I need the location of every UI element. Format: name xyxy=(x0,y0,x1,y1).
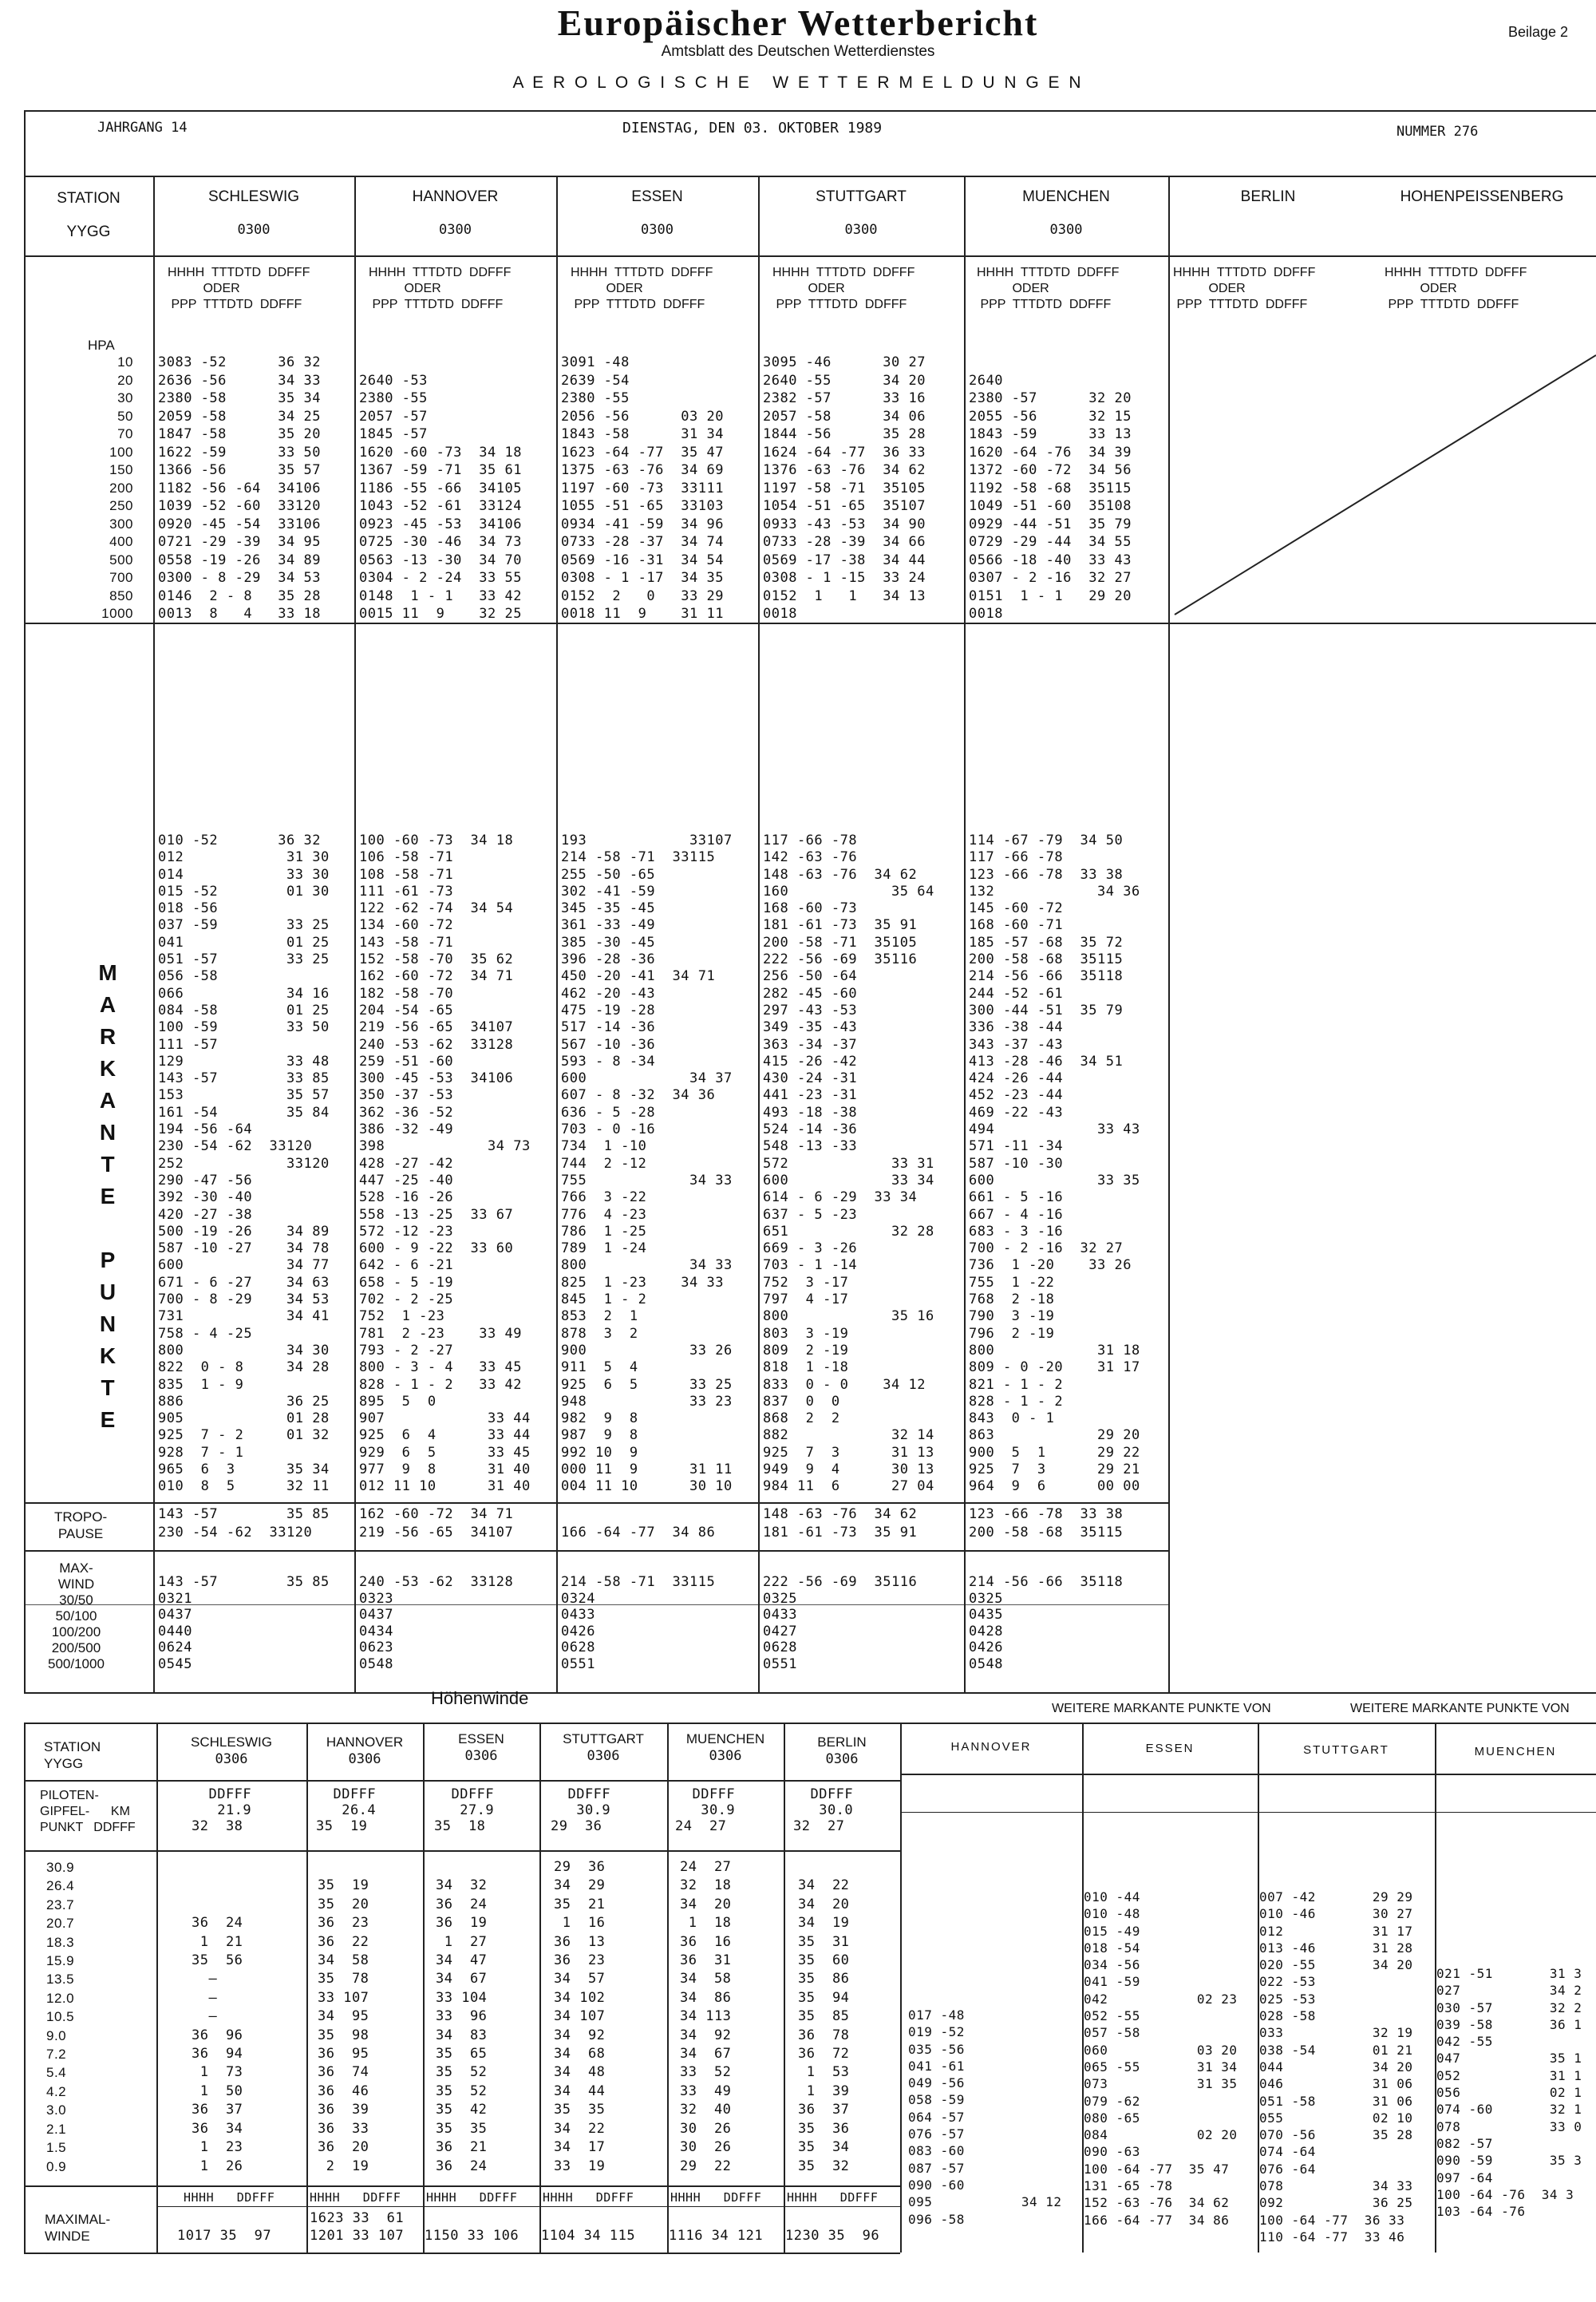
pilot-schleswig: DDFFF 21.9 32 38 xyxy=(192,1786,252,1834)
weitere-station-hannover: HANNOVER xyxy=(950,1740,1032,1754)
t2-maxwind-schleswig: 1017 35 97 xyxy=(177,2228,272,2244)
colhead-berlin: HHHH TTTDTD DDFFF ODER PPP TTTDTD DDFFF xyxy=(1173,266,1316,311)
t2-name-stuttgart: STUTTGART xyxy=(563,1731,644,1746)
t2-name-muenchen: MUENCHEN xyxy=(685,1731,765,1746)
levels-schleswig: 3083 -52 36 32 2636 -56 34 33 2380 -58 35 34 2059 -58 34 25 1847 -58 35 20 1622 -59 33 50 1366 -56 35 57 1182 -56 -64 34106 1039 -52 -60 33120 0920 -45 -54 33106 0721 -29 -39 34 95 0558 -19 -26 34 89 0300 - 8 -29 34 53 0146 2 - 8 35 28 0013 8 4 33 18 xyxy=(158,354,321,622)
table1-col-divider-1 xyxy=(153,176,155,1692)
pilot-hannover: DDFFF 26.4 35 19 xyxy=(316,1786,377,1834)
pilot-label: PILOTEN- GIPFEL- KM PUNKT DDFFF xyxy=(40,1789,136,1834)
t2-name-berlin: BERLIN xyxy=(817,1734,867,1750)
markante-stuttgart: 117 -66 -78 142 -63 -76 148 -63 -76 34 62 160 35 64 168 -60 -73 181 -61 -73 35 91 200 -58 -71 35105 222 -56 -69 35116 256 -50 -64 282 -45 -60 297 -43 -53 349 -35 -43 363 -34 -37 415 -26 -42 430 -24 -31 441 -23 -31 493 -18 -38 524 -14 -36 548 -13 -33 572 33 31 600 33 34 614 - 6 -29 33 34 637 - 5 -23 651 32 28 669 - 3 -26 703 - 1 -14 752 3 -17 797 4 -17 800 35 16 803 3 -19 809 2 -19 818 1 -18 833 0 - 0 34 12 837 0 0 868 2 2 882 32 14 925 7 3 31 13 949 9 4 30 13 984 11 6 27 04 xyxy=(763,833,934,1495)
table2-divider-6 xyxy=(784,1723,785,2253)
table1-markante-rule xyxy=(24,1502,1169,1504)
t2-station-muenchen xyxy=(667,1730,784,1765)
weitere-head-right: WEITERE MARKANTE PUNKTE VON xyxy=(1350,1702,1570,1715)
tropo-schleswig: 143 -57 35 85 230 -54 -62 33120 xyxy=(158,1506,330,1541)
markante-letter: M xyxy=(98,960,117,985)
table2-divider-4 xyxy=(539,1723,541,2253)
table2-divider-7 xyxy=(900,1723,902,2253)
t2-time-muenchen: 0306 xyxy=(709,1748,742,1764)
markante-letter: K xyxy=(99,1343,117,1368)
section-title: A E R O L O G I S C H E W E T T E R M E L D U N G E N xyxy=(512,73,1084,92)
t2-station-berlin xyxy=(784,1734,900,1768)
table2-divider-1 xyxy=(156,1723,158,2253)
t2-time-essen: 0306 xyxy=(464,1748,498,1764)
height-levels: 30.9 26.4 23.7 20.7 18.3 15.9 13.5 12.0 10.5 9.0 7.2 5.4 4.2 3.0 2.1 1.5 0.9 xyxy=(46,1860,75,2174)
table2-divider-5 xyxy=(667,1723,669,2253)
weitere-essen: 010 -44 010 -48 015 -49 018 -54 034 -56 041 -59 042 02 23 052 -55 057 -58 060 03 20 065 -55 31 34 073 31 35 079 -62 080 -65 084 02 20 090 -63 100 -64 -77 35 47 131 -65 -78 152 -63 -76 34 62 166 -64 -77 34 86 xyxy=(1084,1889,1238,2228)
winds-stuttgart: 29 36 34 29 35 21 1 16 36 13 36 23 34 57 34 102 34 107 34 92 34 68 34 48 34 44 35 35 34 22 34 17 33 19 xyxy=(554,1859,606,2174)
weitere-sub-rule xyxy=(900,1812,1596,1813)
colhead-essen: HHHH TTTDTD DDFFF ODER PPP TTTDTD DDFFF xyxy=(571,266,713,311)
markante-letter: A xyxy=(99,992,117,1017)
station-schleswig: SCHLESWIG xyxy=(207,188,300,205)
markante-schleswig: 010 -52 36 32 012 31 30 014 33 30 015 -52 01 30 018 -56 037 -59 33 25 041 01 25 051 -57 33 25 056 -58 066 34 16 084 -58 01 25 100 -59 33 50 111 -57 129 33 48 143 -57 33 85 153 35 57 161 -54 35 84 194 -56 -64 230 -54 -62 33120 252 33120 290 -47 -56 392 -30 -40 420 -27 -38 500 -19 -26 34 89 587 -10 -27 34 78 600 34 77 671 - 6 -27 34 63 700 - 8 -29 34 53 731 34 41 758 - 4 -25 800 34 30 822 0 - 8 34 28 835 1 - 9 886 36 25 905 01 28 925 7 - 2 01 32 928 7 - 1 965 6 3 35 34 010 8 5 32 11 xyxy=(158,833,330,1495)
weitere-muenchen: 021 -51 31 3 027 34 2 030 -57 32 2 039 -58 36 1 042 -55 047 35 1 052 31 1 056 02 1 074 -60 32 1 078 33 0 082 -57 090 -59 35 3 097 -64 100 -64 -76 34 3 103 -64 -76 xyxy=(1436,1966,1582,2220)
t2-name-schleswig: SCHLESWIG xyxy=(190,1734,273,1750)
table1-col-divider-3 xyxy=(556,176,558,1692)
maxwind-head-hannover: HHHH DDFFF xyxy=(310,2190,401,2205)
t2-maxwind-hannover: 1623 33 61 1201 33 107 xyxy=(310,2210,405,2244)
levels-muenchen: 2640 2380 -57 32 20 2055 -56 32 15 1843 -59 33 13 1620 -64 -76 34 39 1372 -60 -72 34 56 1192 -58 -68 35115 1049 -51 -60 35108 0929 -44 -51 35 79 0729 -29 -44 34 55 0566 -18 -40 33 43 0307 - 2 -16 32 27 0151 1 - 1 29 20 0018 xyxy=(969,372,1132,622)
maxwind-schleswig: 143 -57 35 85 0321 0437 0440 0624 0545 xyxy=(158,1574,330,1672)
t2-time-schleswig: 0306 xyxy=(215,1751,248,1767)
station-berlin: BERLIN xyxy=(1240,188,1296,205)
maxwind-muenchen: 214 -56 -66 35118 0325 0435 0428 0426 0548 xyxy=(969,1574,1124,1672)
weitere-hannover: 017 -48 019 -52 035 -56 041 -61 049 -56 058 -59 064 -57 076 -57 083 -60 087 -57 090 -60 095 34 12 096 -58 xyxy=(908,2007,1062,2227)
tropo-essen: 166 -64 -77 34 86 xyxy=(561,1524,716,1541)
tropo-stuttgart: 148 -63 -76 34 62 181 -61 -73 35 91 xyxy=(763,1506,918,1541)
table2-divider-2 xyxy=(306,1723,308,2253)
maxwind-head-berlin: HHHH DDFFF xyxy=(787,2190,879,2205)
winds-berlin: 34 22 34 20 34 19 35 31 35 60 35 86 35 94 35 85 36 78 36 72 1 53 1 39 36 37 35 36 35 34 35 32 xyxy=(798,1877,850,2174)
weitere-station-essen: ESSEN xyxy=(1145,1742,1195,1755)
t2-maxwind-essen: 1150 33 106 xyxy=(425,2228,519,2244)
winds-hannover: 35 19 35 20 36 23 36 22 34 58 35 78 33 107 34 95 35 98 36 95 36 74 36 46 36 39 36 33 36 20 2 19 xyxy=(318,1877,369,2174)
time-hannover: 0300 xyxy=(439,222,472,238)
table1-col-divider-4 xyxy=(758,176,760,1692)
table2-divider-3 xyxy=(423,1723,425,2253)
t2-time-stuttgart: 0306 xyxy=(587,1748,620,1764)
pilot-muenchen: DDFFF 30.9 24 27 xyxy=(675,1786,736,1834)
markante-letter: T xyxy=(101,1375,115,1400)
markante-essen: 193 33107 214 -58 -71 33115 255 -50 -65 302 -41 -59 345 -35 -45 361 -33 -49 385 -30 -45 396 -28 -36 450 -20 -41 34 71 462 -20 -43 475 -19 -28 517 -14 -36 567 -10 -36 593 - 8 -34 600 34 37 607 - 8 -32 34 36 636 - 5 -28 703 - 0 -16 734 1 -10 744 2 -12 755 34 33 766 3 -22 776 4 -23 786 1 -25 789 1 -24 800 34 33 825 1 -23 34 33 845 1 - 2 853 2 1 878 3 2 900 33 26 911 5 4 925 6 5 33 25 948 33 23 982 9 8 987 9 8 992 10 9 000 11 9 31 11 004 11 10 30 10 xyxy=(561,833,733,1495)
t2-name-hannover: HANNOVER xyxy=(326,1734,404,1750)
table1-station-rule xyxy=(24,255,1596,257)
maxwind-essen: 214 -58 -71 33115 0324 0433 0426 0628 0551 xyxy=(561,1574,716,1672)
markante-letter: E xyxy=(100,1184,116,1208)
winds-schleswig: 36 24 1 21 35 56 — — — 36 96 36 94 1 73 1 50 36 37 36 34 1 23 1 26 xyxy=(192,1915,243,2174)
markante-letter: R xyxy=(99,1024,117,1049)
t2-time-hannover: 0306 xyxy=(348,1751,381,1767)
report-title: Europäischer Wetterbericht xyxy=(557,2,1039,43)
station-hannover: HANNOVER xyxy=(412,188,499,205)
colhead-schleswig: HHHH TTTDTD DDFFF ODER PPP TTTDTD DDFFF xyxy=(168,266,310,311)
station-label: STATION xyxy=(57,190,120,207)
winds-essen: 34 32 36 24 36 19 1 27 34 47 34 67 33 104 33 96 34 83 35 65 35 52 35 52 35 42 35 35 36 21 36 24 xyxy=(436,1877,488,2174)
markante-muenchen: 114 -67 -79 34 50 117 -66 -78 123 -66 -78 33 38 132 34 36 145 -60 -72 168 -60 -71 185 -57 -68 35 72 200 -58 -68 35115 214 -56 -66 35118 244 -52 -61 300 -44 -51 35 79 336 -38 -44 343 -37 -43 413 -28 -46 34 51 424 -26 -44 452 -23 -44 469 -22 -43 494 33 43 571 -11 -34 587 -10 -30 600 33 35 661 - 5 -16 667 - 4 -16 683 - 3 -16 700 - 2 -16 32 27 736 1 -20 33 26 755 1 -22 768 2 -18 790 3 -19 796 2 -19 800 31 18 809 - 0 -20 31 17 821 - 1 - 2 828 - 1 - 2 843 0 - 1 863 29 20 900 5 1 29 22 925 7 3 29 21 964 9 6 00 00 xyxy=(969,833,1140,1495)
table1-left-border xyxy=(24,110,26,1692)
maxwind-head-stuttgart: HHHH DDFFF xyxy=(543,2190,634,2205)
table1-col-divider-2 xyxy=(354,176,356,1692)
markante-letter: P xyxy=(100,1248,116,1272)
pilot-stuttgart: DDFFF 30.9 29 36 xyxy=(551,1786,611,1834)
t2-maxwind-muenchen: 1116 34 121 xyxy=(669,2228,764,2244)
t2-station-hannover xyxy=(306,1734,423,1768)
table1-tropo-rule xyxy=(24,1550,1169,1552)
date-label: DIENSTAG, DEN 03. OKTOBER 1989 xyxy=(622,120,883,136)
colhead-stuttgart: HHHH TTTDTD DDFFF ODER PPP TTTDTD DDFFF xyxy=(772,266,915,311)
maxwind-head-rule xyxy=(156,2206,900,2207)
jahrgang-label: JAHRGANG 14 xyxy=(97,120,188,136)
time-stuttgart: 0300 xyxy=(844,222,878,238)
hpa-label: HPA xyxy=(88,338,115,353)
markante-letter: N xyxy=(99,1120,117,1145)
station-hohenpeissenberg: HOHENPEISSENBERG xyxy=(1400,188,1564,205)
levels-hannover: 2640 -53 2380 -55 2057 -57 1845 -57 1620 -60 -73 34 18 1367 -59 -71 35 61 1186 -55 -66 34105 1043 -52 -61 33124 0923 -45 -53 34106 0725 -30 -46 34 73 0563 -13 -30 34 70 0304 - 2 -24 33 55 0148 1 - 1 33 42 0015 11 9 32 25 xyxy=(359,372,522,622)
tropo-muenchen: 123 -66 -78 33 38 200 -58 -68 35115 xyxy=(969,1506,1124,1541)
time-muenchen: 0300 xyxy=(1049,222,1083,238)
weitere-station-muenchen: MUENCHEN xyxy=(1474,1745,1557,1758)
time-essen: 0300 xyxy=(641,222,674,238)
table2-station-label: STATION YYGG xyxy=(44,1739,101,1771)
colhead-hohenpeissenberg: HHHH TTTDTD DDFFF ODER PPP TTTDTD DDFFF xyxy=(1385,266,1527,311)
table2-station-rule xyxy=(24,1780,900,1782)
winds-muenchen: 24 27 32 18 34 20 1 18 36 16 36 31 34 58 34 86 34 113 34 92 34 67 33 52 33 49 32 40 30 26 30 26 29 22 xyxy=(680,1859,732,2174)
maxwind-label: MAX- WIND 30/50 50/100 100/200 200/500 500/1000 xyxy=(48,1560,105,1671)
markante-letter: E xyxy=(100,1407,116,1432)
hoehenwinde-title: Höhenwinde xyxy=(431,1688,529,1708)
station-essen: ESSEN xyxy=(631,188,683,205)
t2-station-essen xyxy=(423,1730,539,1765)
markante-letter: A xyxy=(99,1088,117,1113)
beilage-label: Beilage 2 xyxy=(1508,24,1569,40)
pilot-essen: DDFFF 27.9 35 18 xyxy=(434,1786,495,1834)
markante-letter: K xyxy=(99,1056,117,1081)
table1-col-divider-5 xyxy=(964,176,966,1692)
maxwind-head-essen: HHHH DDFFF xyxy=(426,2190,518,2205)
t2-maxwind-stuttgart: 1104 34 115 xyxy=(541,2228,636,2244)
table2-pilot-rule xyxy=(24,1850,900,1852)
table2-maxwind-rule xyxy=(24,2185,900,2187)
maxwind-stuttgart: 222 -56 -69 35116 0325 0433 0427 0628 0551 xyxy=(763,1574,918,1672)
tropo-label: TROPO- PAUSE xyxy=(54,1509,108,1541)
colhead-muenchen: HHHH TTTDTD DDFFF ODER PPP TTTDTD DDFFF xyxy=(977,266,1120,311)
table1-bottom-rule xyxy=(24,1692,1596,1694)
maxwind-hannover: 240 -53 -62 33128 0323 0437 0434 0623 0548 xyxy=(359,1574,514,1672)
colhead-hannover: HHHH TTTDTD DDFFF ODER PPP TTTDTD DDFFF xyxy=(369,266,512,311)
header-rule xyxy=(24,110,1596,112)
yygg-label: YYGG xyxy=(66,223,111,240)
t2-maxwind-label: MAXIMAL- WINDE xyxy=(45,2212,111,2244)
weitere-station-rule xyxy=(900,1774,1596,1775)
table2-bottom-rule xyxy=(24,2253,900,2254)
levels-essen: 3091 -48 2639 -54 2380 -55 2056 -56 03 20 1843 -58 31 34 1623 -64 -77 35 47 1375 -63 -76 34 69 1197 -60 -73 33111 1055 -51 -65 33103 0934 -41 -59 34 96 0733 -28 -37 34 74 0569 -16 -31 34 54 0308 - 1 -17 34 35 0152 2 0 33 29 0018 11 9 31 11 xyxy=(561,354,724,622)
weitere-station-stuttgart: STUTTGART xyxy=(1303,1743,1389,1757)
weitere-head-left: WEITERE MARKANTE PUNKTE VON xyxy=(1052,1702,1271,1715)
t2-time-berlin: 0306 xyxy=(825,1751,859,1767)
t2-station-schleswig xyxy=(156,1734,306,1768)
levels-stuttgart: 3095 -46 30 27 2640 -55 34 20 2382 -57 33 16 2057 -58 34 06 1844 -56 35 28 1624 -64 -77 36 33 1376 -63 -76 34 62 1197 -58 -71 35105 1054 -51 -65 35107 0933 -43 -53 34 90 0733 -28 -39 34 66 0569 -17 -38 34 44 0308 - 1 -15 33 24 0152 1 1 34 13 0018 xyxy=(763,354,926,622)
markante-letter: N xyxy=(99,1311,117,1336)
markante-letter: T xyxy=(101,1152,115,1177)
time-schleswig: 0300 xyxy=(237,222,271,238)
t2-station-stuttgart xyxy=(539,1730,667,1765)
t2-maxwind-berlin: 1230 35 96 xyxy=(785,2228,880,2244)
pilot-berlin: DDFFF 30.0 32 27 xyxy=(793,1786,854,1834)
hpa-levels: 10 20 30 50 70 100 150 200 250 300 400 500 700 850 1000 xyxy=(101,354,133,621)
empty-panel-diagonal xyxy=(1168,351,1596,623)
maxwind-head-muenchen: HHHH DDFFF xyxy=(670,2190,762,2205)
tropo-hannover: 162 -60 -72 34 71 219 -56 -65 34107 xyxy=(359,1506,514,1541)
table1-top-rule xyxy=(24,176,1596,177)
station-stuttgart: STUTTGART xyxy=(816,188,907,205)
maxwind-head-schleswig: HHHH DDFFF xyxy=(184,2190,275,2205)
markante-letter: U xyxy=(99,1280,117,1304)
markante-hannover: 100 -60 -73 34 18 106 -58 -71 108 -58 -71 111 -61 -73 122 -62 -74 34 54 134 -60 -72 143 -58 -71 152 -58 -70 35 62 162 -60 -72 34 71 182 -58 -70 204 -54 -65 219 -56 -65 34107 240 -53 -62 33128 259 -51 -60 300 -45 -53 34106 350 -37 -53 362 -36 -52 386 -32 -49 398 34 73 428 -27 -42 447 -25 -40 528 -16 -26 558 -13 -25 33 67 572 -12 -23 600 - 9 -22 33 60 642 - 6 -21 658 - 5 -19 702 - 2 -25 752 1 -23 781 2 -23 33 49 793 - 2 -27 800 - 3 - 4 33 45 828 - 1 - 2 33 42 895 5 0 907 33 44 925 6 4 33 44 929 6 5 33 45 977 9 8 31 40 012 11 10 31 40 xyxy=(359,833,531,1495)
table2-left-border xyxy=(24,1723,26,2253)
table2-top-rule xyxy=(24,1723,1596,1724)
nummer-label: NUMMER 276 xyxy=(1396,124,1479,140)
weitere-stuttgart: 007 -42 29 29 010 -46 30 27 012 31 17 013 -46 31 28 020 -55 34 20 022 -53 025 -53 028 -58 033 32 19 038 -54 01 21 044 34 20 046 31 06 051 -58 31 06 055 02 10 070 -56 35 28 074 -64 076 -64 078 34 33 092 36 25 100 -64 -77 36 33 110 -64 -77 33 46 xyxy=(1259,1889,1413,2245)
station-muenchen: MUENCHEN xyxy=(1022,188,1110,205)
t2-name-essen: ESSEN xyxy=(458,1731,504,1746)
report-subtitle: Amtsblatt des Deutschen Wetterdienstes xyxy=(661,43,935,60)
